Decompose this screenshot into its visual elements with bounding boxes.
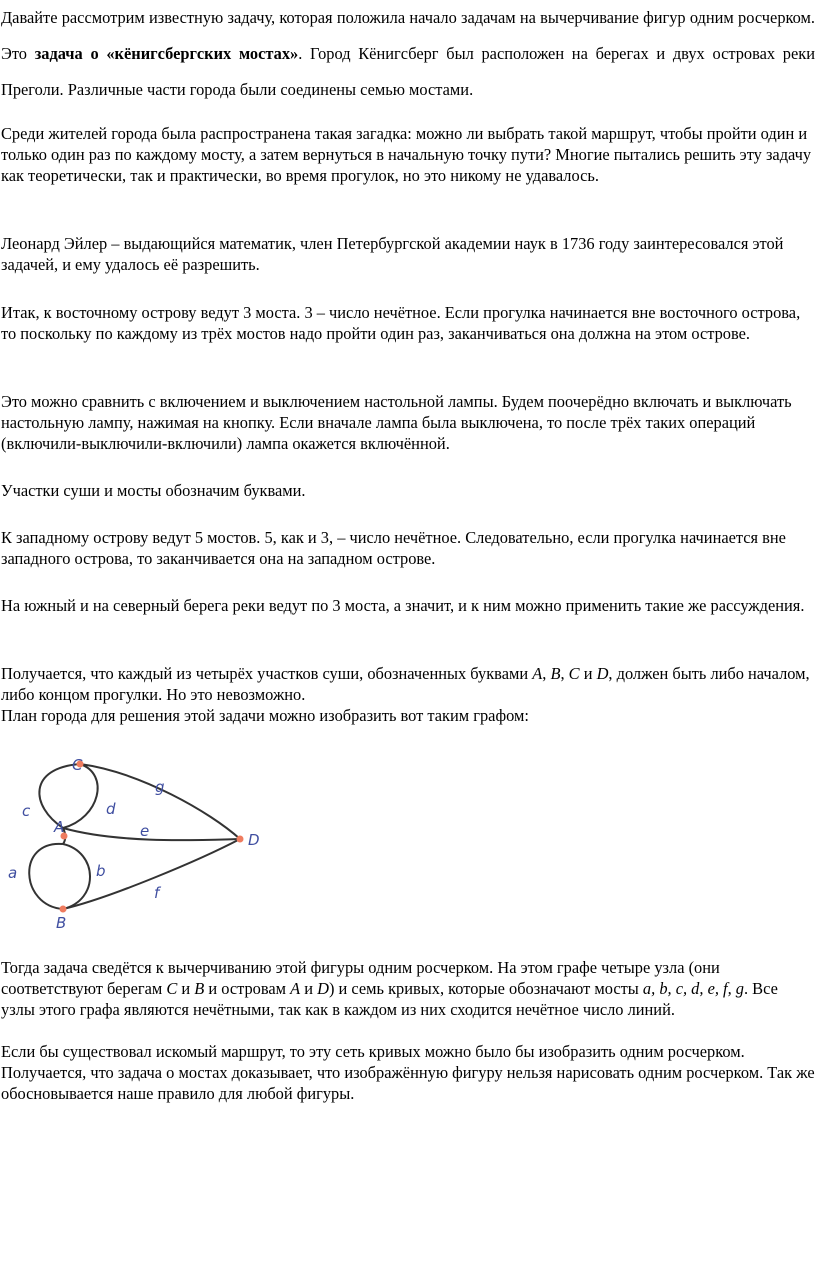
node-c-label: C (72, 756, 83, 774)
bridges-graph-figure (0, 748, 280, 938)
node-b-dot (60, 906, 67, 913)
intro-text-1: Давайте рассмотрим известную задачу, которая положила начало задачам на вычерчивание фигур одним росчерком. Это (1, 8, 815, 63)
paragraph-west-island: К западному острову ведут 5 мостов. 5, как и 3, – число нечётное. Следовательно, если прогулка начинается вне западного острова, то заканчивается она на западном острове. (1, 528, 786, 568)
paragraph-graph-intro: План города для решения этой задачи можно изобразить вот таким графом: (1, 706, 529, 725)
edge-d-label: d (106, 800, 116, 818)
paragraph-graph-explanation: Тогда задача сведётся к вычерчиванию этой фигуры одним росчерком. На этом графе четыре узла (они соответствуют берегам C и B и островам A и D) и семь кривых, которые обозначают мосты a, b, c, d, e, f, g. Все узлы этого графа являются нечётными, так как в каждом из них сходится нечётное число линий. (1, 958, 778, 1019)
node-d-label: D (248, 831, 260, 849)
node-a-label: A (54, 818, 65, 836)
paragraph-banks: На южный и на северный берега реки ведут по 3 моста, а значит, и к ним можно применить такие же рассуждения. (1, 596, 805, 615)
node-d-dot (237, 836, 244, 843)
edge-e-path (63, 828, 240, 840)
edge-g-path (80, 764, 240, 839)
paragraph-riddle: Среди жителей города была распространена такая загадка: можно ли выбрать такой маршрут, чтобы пройти один и только один раз по каждому мосту, а затем вернуться в начальную точку пути? Многие пытались решить эту задачу как теоретически, так и практически, во время прогулок, но это никому не удавалось. (1, 124, 812, 185)
intro-bold-title: задача о «кёнигсбергских мостах» (34, 44, 299, 63)
edge-e-label: e (140, 822, 150, 840)
paragraph-east-island: Итак, к восточному острову ведут 3 моста. 3 – число нечётное. Если прогулка начинается вне восточного острова, то поскольку по каждому из трёх мостов надо пройти один раз, заканчиваться она должна на этом острове. (1, 303, 801, 343)
edge-f-label: f (154, 884, 160, 902)
paragraph-proof: Если бы существовал искомый маршрут, то эту сеть кривых можно было бы изобразить одним росчерком. Получается, что задача о мостах доказывает, что изображённую фигуру нельзя нарисовать одним росчерком. Так же обосновывается наше правило для любой фигуры. (1, 1042, 815, 1103)
paragraph-lamp: Это можно сравнить с включением и выключением настольной лампы. Будем поочерёдно включать и выключать настольную лампу, нажимая на кнопку. Если вначале лампа была выключена, то после трёх таких операций (включили-выключили-включили) лампа окажется включённой. (1, 392, 792, 453)
paragraph-conclusion: Получается, что каждый из четырёх участков суши, обозначенных буквами A, B, C и D, должен быть либо началом, либо концом прогулки. Но это невозможно. (1, 664, 810, 704)
edge-b-label: b (96, 862, 106, 880)
paragraph-euler: Леонард Эйлер – выдающийся математик, член Петербургской академии наук в 1736 году заинтересовался этой задачей, и ему удалось её разрешить. (1, 234, 784, 274)
intro-text-2: . Город Кёнигсберг был расположен на берегах и двух островах реки Преголи. Различные части города были соединены семью мостами. (1, 44, 816, 99)
node-b-label: B (56, 914, 67, 932)
intro-paragraph (1, 0, 815, 108)
edge-b-path (63, 844, 90, 909)
paragraph-letters: Участки суши и мосты обозначим буквами. (1, 481, 306, 500)
edge-a-path (29, 844, 63, 909)
edge-g-label: g (155, 778, 165, 796)
edge-a-label: a (8, 864, 18, 882)
edge-c-label: c (22, 802, 31, 820)
